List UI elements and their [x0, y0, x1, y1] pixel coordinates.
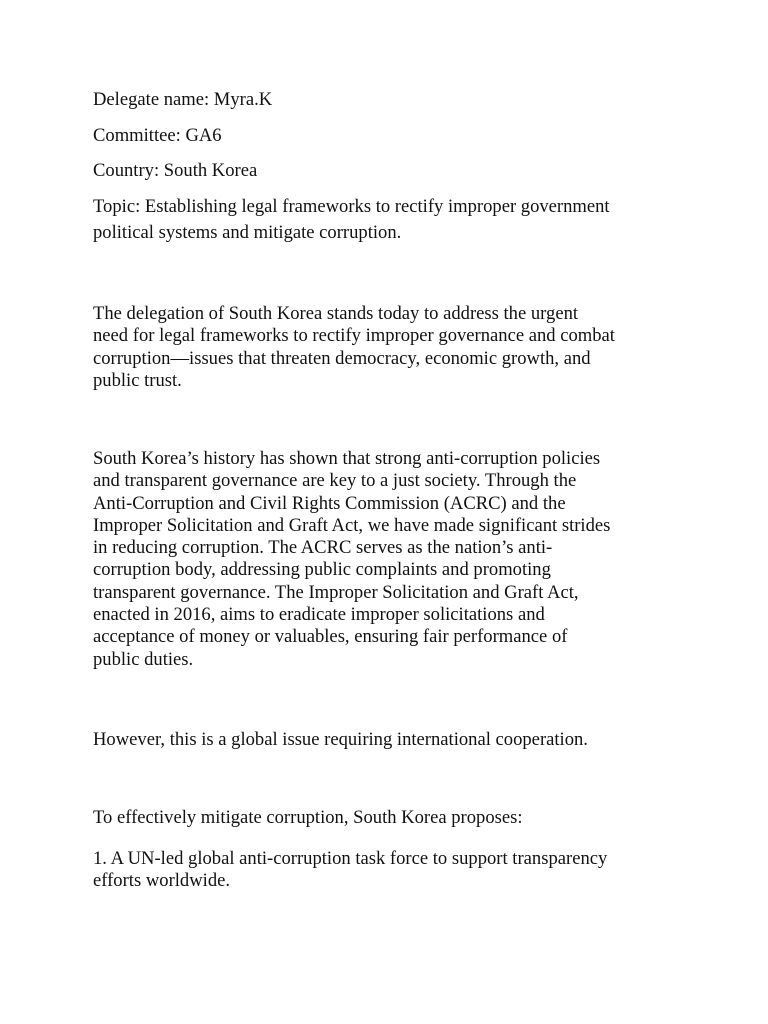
paragraph-line: public trust. [93, 369, 182, 391]
paragraph-line: acceptance of money or valuables, ensuring fair performance of [93, 626, 568, 648]
topic-line: Topic: Establishing legal frameworks to rectify improper government [93, 196, 610, 217]
paragraph-line: corruption—issues that threaten democracy, economic growth, and [93, 347, 591, 369]
delegate-name: Delegate name: Myra.K [93, 89, 273, 110]
proposal-line: 1. A UN-led global anti-corruption task force to support transparency [93, 848, 608, 869]
topic [93, 194, 693, 246]
paragraph-line: Anti-Corruption and Civil Rights Commission (ACRC) and the [93, 492, 566, 514]
country: Country: South Korea [93, 160, 258, 181]
paragraph-line: The delegation of South Korea stands today to address the urgent [93, 303, 579, 324]
paragraph-line: transparent governance. The Improper Solicitation and Graft Act, [93, 581, 579, 603]
paragraph-line: South Korea’s history has shown that strong anti-corruption policies [93, 448, 601, 469]
proposal-item-1 [93, 848, 693, 893]
paragraph-line: corruption body, addressing public complaints and promoting [93, 559, 551, 581]
committee: Committee: GA6 [93, 125, 222, 146]
topic-line: political systems and mitigate corruption. [93, 222, 402, 243]
paragraph-line: need for legal frameworks to rectify improper governance and combat [93, 325, 615, 347]
paragraph-line: public duties. [93, 648, 194, 670]
paragraph-line: enacted in 2016, aims to eradicate improper solicitations and [93, 604, 545, 626]
proposal-intro: To effectively mitigate corruption, South Korea proposes: [93, 807, 523, 828]
global-issue-line: However, this is a global issue requiring international cooperation. [93, 729, 588, 750]
history-paragraph [93, 448, 693, 671]
intro-paragraph [93, 303, 693, 392]
proposal-line: efforts worldwide. [93, 870, 231, 892]
paragraph-line: and transparent governance are key to a just society. Through the [93, 470, 577, 492]
paragraph-line: Improper Solicitation and Graft Act, we have made significant strides [93, 514, 611, 536]
paragraph-line: in reducing corruption. The ACRC serves as the nation’s anti- [93, 537, 553, 559]
